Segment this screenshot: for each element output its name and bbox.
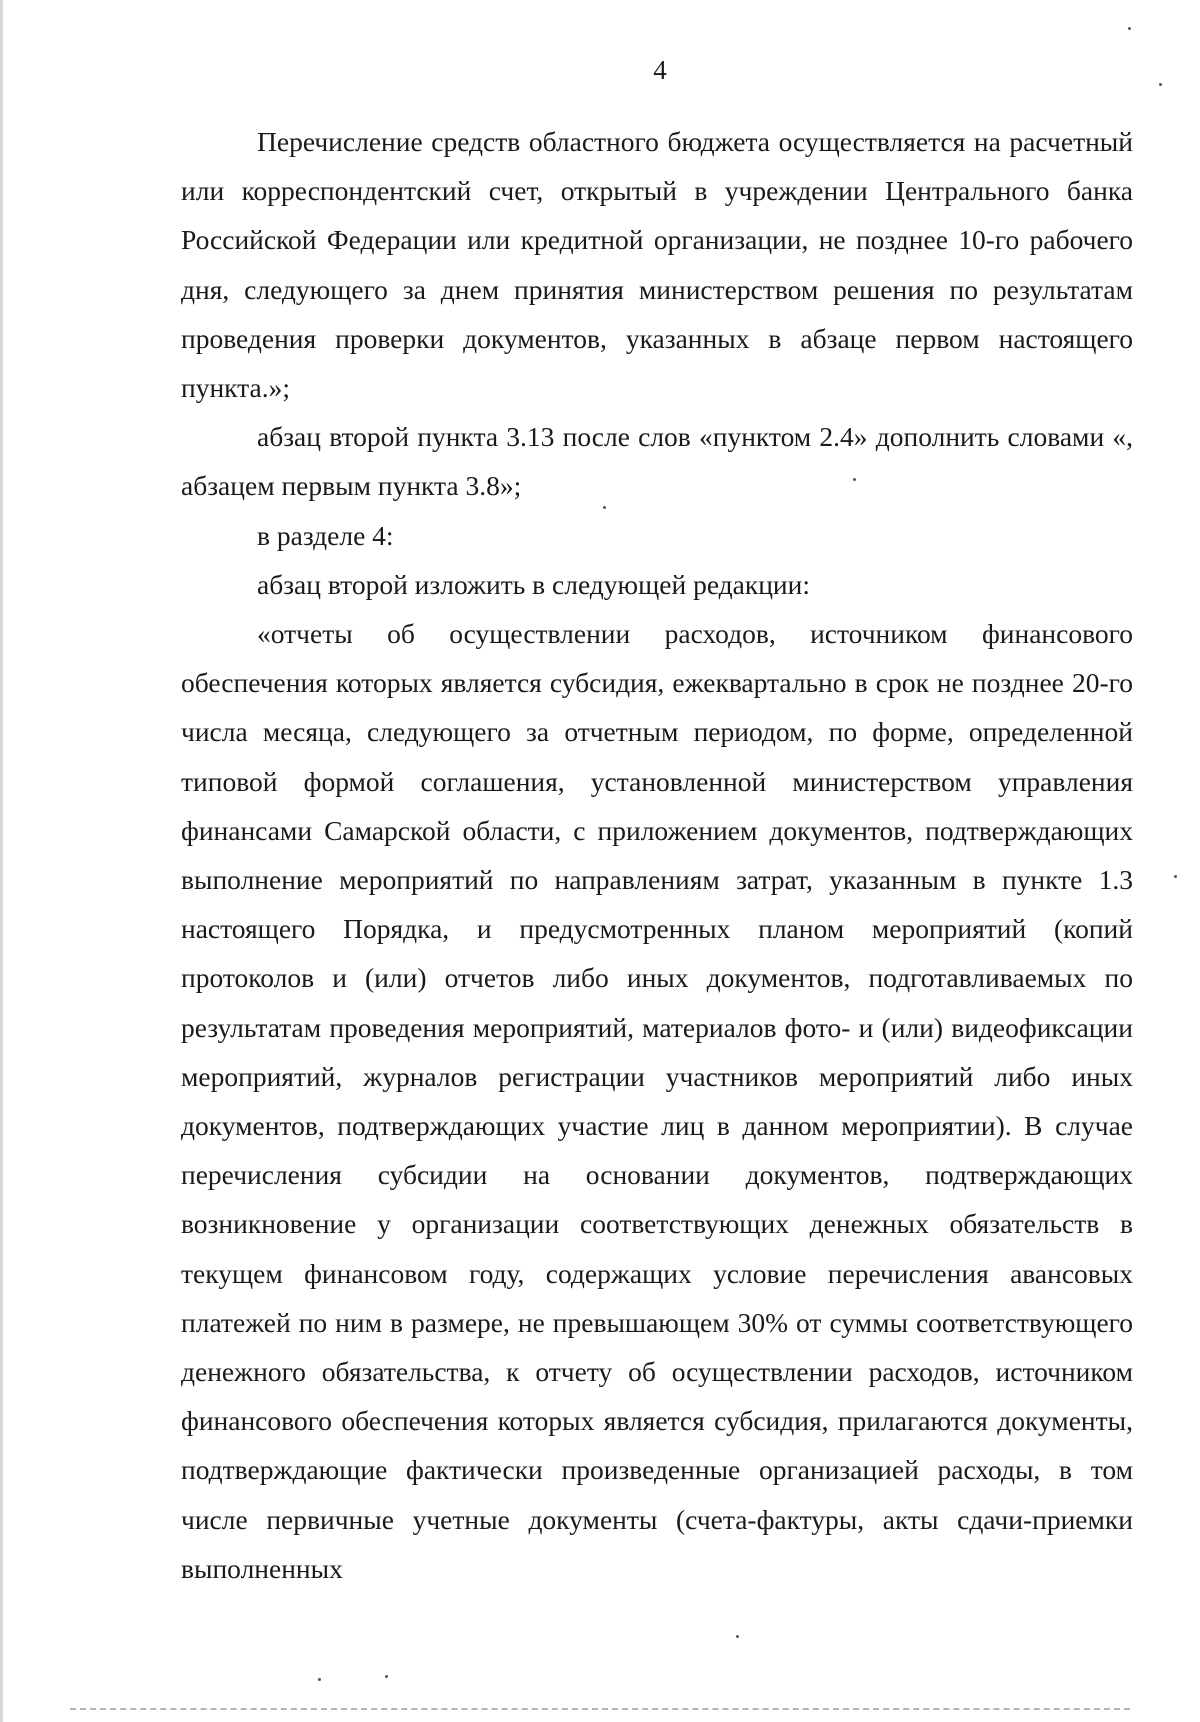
paragraph-amend-clause-3-13: абзац второй пункта 3.13 после слов «пунктом 2.4» дополнить словами «, абзацем первым пункта 3.8»; [181,421,1133,502]
paragraph-new-wording-intro: абзац второй изложить в следующей редакции: [257,568,811,600]
page-number: 4 [653,55,667,85]
scan-speck [385,1675,388,1678]
scan-speck [1174,875,1177,878]
scan-edge [0,0,3,1722]
scan-bottom-marks [70,1708,1130,1714]
scan-speck [603,506,606,509]
scan-speck [853,478,856,481]
paragraph-transfer-of-funds: Перечисление средств областного бюджета осуществляется на расчетный или корреспондентский счет, открытый в учреждении Центрального банка Российской Федерации или кредитной организации, не позднее 10-го рабочего дня, следующего за днем принятия министерством решения по результатам проведения проверки документов, указанных в абзаце первом настоящего пункта.»; [181,126,1133,404]
scan-speck [318,1678,321,1681]
paragraph-reports-wording: «отчеты об осуществлении расходов, источником финансового обеспечения которых является субсидия, ежеквартально в срок не позднее 20-го числа месяца, следующего за отчетным периодом, по форме, определенной типовой формой соглашения, установленной министерством управления финансами Самарской области, с приложением документов, подтверждающих выполнение мероприятий по направлениям затрат, указанным в пункте 1.3 настоящего Порядка, и предусмотренных планом мероприятий (копий протоколов и (или) отчетов либо иных документов, подготавливаемых по результатам проведения мероприятий, материалов фото- и (или) видеофиксации мероприятий, журналов регистрации участников мероприятий либо иных документов, подтверждающих участие лиц в данном мероприятии). В случае перечисления субсидии на основании документов, подтверждающих возникновение у организации соответствующих денежных обязательств в текущем финансовом году, содержащих условие перечисления авансовых платежей по ним в размере, не превышающем 30% от суммы соответствующего денежного обязательства, к отчету об осуществлении расходов, источником финансового обеспечения которых является субсидия, прилагаются документы, подтверждающие фактически произведенные организацией расходы, в том числе первичные учетные документы (счета-фактуры, акты сдачи-приемки выполненных [181,618,1133,1584]
scan-speck [1128,27,1131,30]
scan-speck [1159,83,1162,86]
paragraph-section-4: в разделе 4: [257,519,394,551]
document-body [181,117,1133,1593]
scan-speck [736,1635,739,1638]
